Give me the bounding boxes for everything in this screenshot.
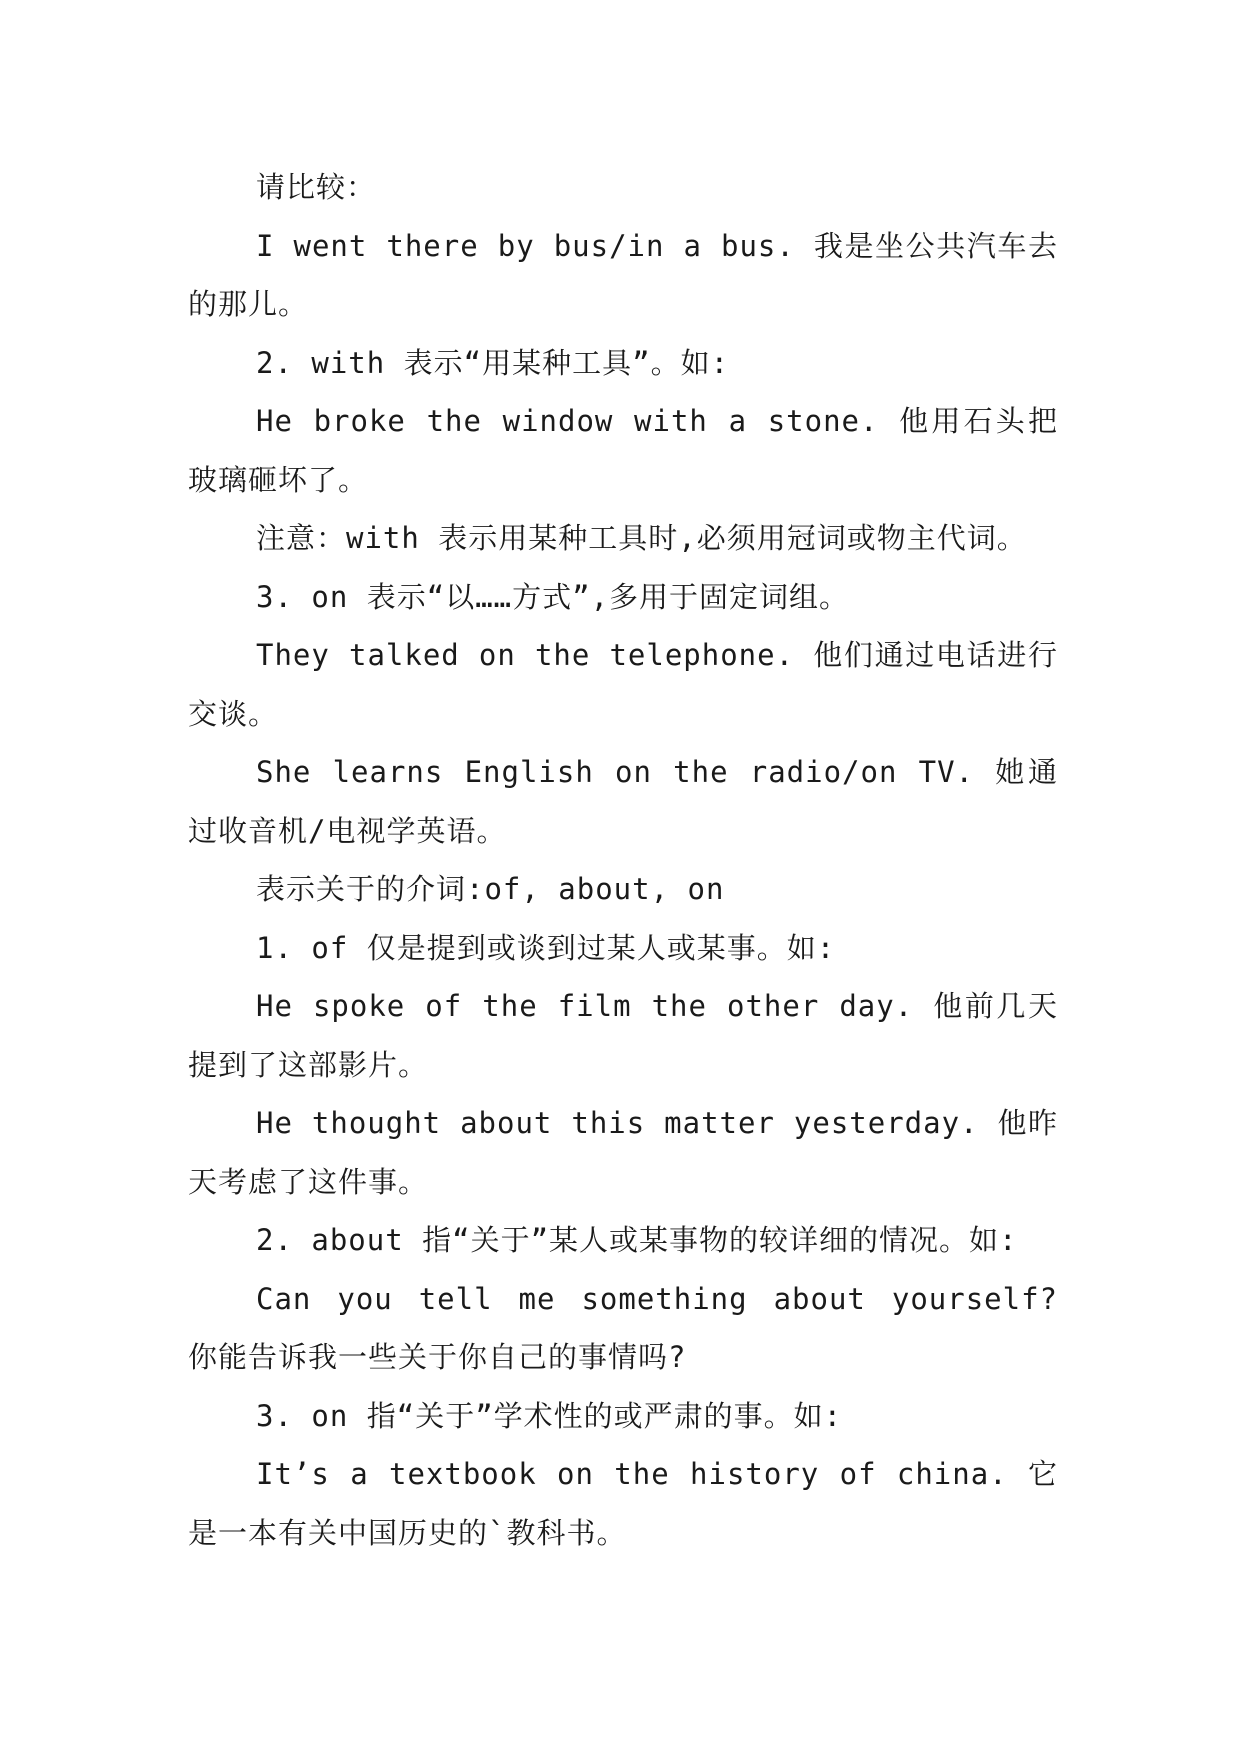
paragraph-of-rule: 1. of 仅是提到或谈到过某人或某事。如: (256, 930, 836, 965)
paragraph-example-stone: He broke the window with a stone. 他用石头把玻璃砸坏了。 (188, 404, 1058, 497)
paragraph-on-academic-rule: 3. on 指“关于”学术性的或严肃的事。如: (256, 1398, 843, 1433)
paragraph-about-rule: 2. about 指“关于”某人或某事物的较详细的情况。如: (256, 1223, 1018, 1257)
paragraph-example-bus: I went there by bus/in a bus. 我是坐公共汽车去的那儿。 (188, 228, 1058, 321)
paragraph-example-telephone: They talked on the telephone. 他们通过电话进行交谈。 (188, 638, 1058, 731)
paragraph-compare-heading: 请比较： (256, 170, 377, 204)
document-body (188, 158, 1058, 1562)
paragraph-example-matter: He thought about this matter yesterday. 他昨天考虑了这件事。 (188, 1106, 1058, 1199)
paragraph-example-textbook: It’s a textbook on the history of china. 它是一本有关中国历史的`教科书。 (188, 1457, 1058, 1550)
paragraph-on-rule: 3. on 表示“以……方式”,多用于固定词组。 (256, 579, 850, 614)
paragraph-note-with: 注意：with 表示用某种工具时,必须用冠词或物主代词。 (256, 521, 1027, 555)
paragraph-about-prepositions-heading: 表示关于的介词:of, about, on (256, 872, 725, 906)
paragraph-example-radio: She learns English on the radio/on TV. 她通过收音机/电视学英语。 (188, 755, 1058, 848)
paragraph-example-film: He spoke of the film the other day. 他前几天提到了这部影片。 (188, 989, 1058, 1082)
paragraph-with-rule: 2. with 表示“用某种工具”。如: (256, 345, 730, 380)
paragraph-example-yourself: Can you tell me something about yourself? 你能告诉我一些关于你自己的事情吗? (188, 1281, 1058, 1374)
